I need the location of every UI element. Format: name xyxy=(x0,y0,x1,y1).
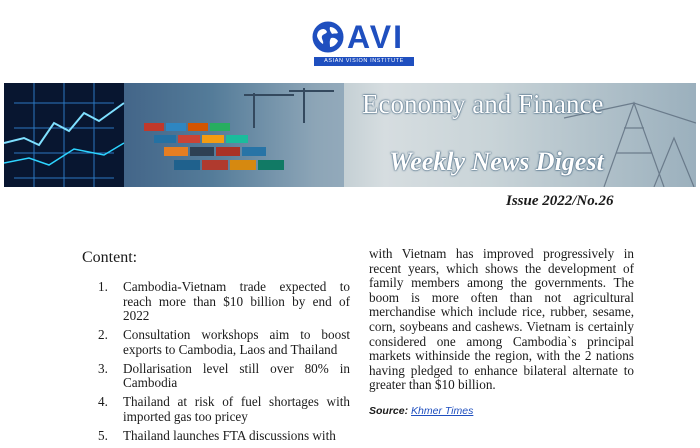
source-label: Source: xyxy=(369,405,409,417)
toc-item-text: Thailand at risk of fuel shortages with imported gas too pricey xyxy=(123,394,350,424)
toc-item[interactable] xyxy=(98,280,350,324)
header-banner xyxy=(4,83,696,187)
logo-name: AVI xyxy=(347,19,404,55)
content-heading: Content: xyxy=(82,249,138,266)
toc-item[interactable] xyxy=(98,328,350,357)
toc-item-text: Consultation workshops aim to boost exports to Cambodia, Laos and Thailand xyxy=(123,327,350,357)
banner-title: Economy and Finance xyxy=(362,89,604,119)
source-link[interactable]: Khmer Times xyxy=(411,405,474,417)
avi-logo xyxy=(312,20,414,70)
toc-item-number: 5. xyxy=(98,427,108,443)
issue-number: Issue 2022/No.26 xyxy=(506,193,614,209)
toc-item-text: Thailand launches FTA discussions with xyxy=(123,427,336,443)
globe-icon xyxy=(312,21,344,53)
table-of-contents xyxy=(98,280,350,448)
toc-item[interactable] xyxy=(98,362,350,391)
toc-item-number: 3. xyxy=(98,360,108,376)
article-body: with Vietnam has improved progressively in recent years, which shows the development of family members among the governments. The boom is more often than not agricultural merchandise which include rice, rubber, sesame, corn, soybeans and cashews. Vietnam is certainly considered one among Cambodia`s principal markets withinside the region, with the 2 nations having pledged to enhance bilateral alternate to greater than $10 billion. xyxy=(369,246,634,393)
toc-item[interactable] xyxy=(98,395,350,424)
article-source xyxy=(369,405,473,417)
banner-subtitle: Weekly News Digest xyxy=(389,147,604,176)
logo-subtitle: ASIAN VISION INSTITUTE xyxy=(314,57,414,66)
toc-item-number: 4. xyxy=(98,394,108,409)
toc-item-text: Dollarisation level still over 80% in Cambodia xyxy=(123,360,350,390)
toc-item-text: Cambodia-Vietnam trade expected to reach more than $10 billion by end of 2022 xyxy=(123,279,350,323)
toc-item-number: 2. xyxy=(98,327,108,342)
toc-item-number: 1. xyxy=(98,279,108,294)
toc-item[interactable] xyxy=(98,429,350,444)
